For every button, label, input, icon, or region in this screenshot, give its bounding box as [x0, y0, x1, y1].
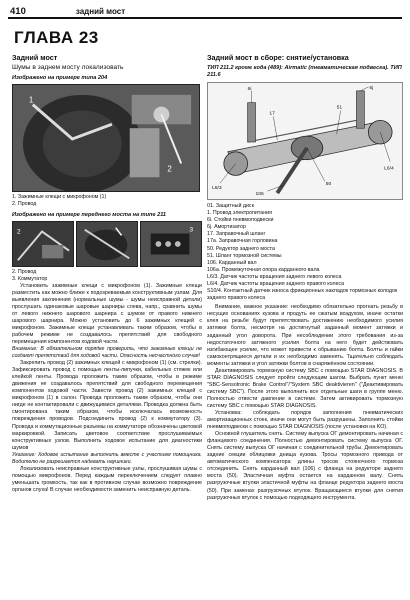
svg-text:51: 51: [336, 105, 343, 111]
legend-item: S10/4. Контактный датчик износа фрикционных накладок тормозных колодок заднего правого колеса: [207, 288, 398, 302]
paragraph: Деактивировать тормозную систему SBC с помощью STAR DIAGNOSIS. В STAR DIAGNOSIS следует пройти следующим шагом. Выбрать пункт меню "SBC-Sensotronic Brake Control"/"System SBC deaktivieren" ("Деактивировать систему SBC"). После этого выполнить все отдельные шаги в группе меню. Полностью отвести давление в системе. Затем активировать тормозную систему SBC с помощью STAR DIAGNOSIS.: [207, 367, 403, 409]
legend-item: 50. Редуктор заднего моста: [207, 245, 275, 252]
legend-item: 17a. Заправочная горловина: [207, 238, 278, 245]
photo-wire-routing: [12, 221, 74, 267]
paragraph: Основной глушитель снять. Систему выпуска ОГ демонтировать начиная с фланцевого соединения. Полностью демонтировать систему выпуска ОГ. Снять систему выпуска ОГ начиная с соединительной трубы. Демонтировать задние секции облицовки днища кузова. Тросы тормозного привода от автоматического компенсатора длины тросов стояночного тормоза отсоединить. Снять карданный вал (106) с фланца на редукторе заднего моста (50). Эластичная муфта остается на карданном валу. Снять разгрузочные втулки эластичной муфты на фланце редуктора заднего моста (50). При заменах разгрузочных втулок. Вращающиеся втулки для снятия разгрузочных втулок с помощью подходящего инструмента.: [207, 431, 403, 501]
chapter-title: ГЛАВА 23: [14, 28, 99, 47]
left-column: [12, 53, 202, 494]
legend-item: 2. Провод: [12, 268, 37, 275]
svg-text:2: 2: [167, 163, 172, 173]
paragraph: Внимание, важное указание: необходимо обязательно прогнать резьбу в несущих основаниях кузова и продуть ее сжатым воздухом, иначе остатки клея на резьбе будут препятствовать достижению необходимого усилия затяжки болта, несмотря на достигнутый заданный момент затяжки и заданный угол доворота. При несоблюдении этого требования из-за недостаточного затяжного усилия болта на него будет действовать изгибающее усилие, что может привести к обрыванию болта. Болты и гайки самоконтрящиеся детали и их необходимо заменять. Тщательно соблюдать моменты затяжки и угол затяжки болтов в снаряжённом состоянии.: [207, 304, 403, 367]
photo-commutator: [140, 221, 202, 267]
paragraph: Установить зажимные клещи с микрофоном (1). Зажимные клещи разместить как можно ближе к подозреваемым конструктивным узлам. Для выявления заклинения (нормальные шумы - шумы неисправной детали) прослушать одинаковые шаровые шарниры слева, напр., сравнить шумы от левого нижнего шарового шарнира с шумом от правого нижнего шарового шарнира. Можно установить до 6 зажимных клещей с микрофоном. Зажимные клещи устанавливать таким образом, чтобы в рабочем режиме не создавалось препятствий для свободного перемещения компонентов ходовой части.: [12, 282, 202, 346]
svg-text:L6/3: L6/3: [211, 186, 222, 192]
photo2-caption: Изображено на примере переднего моста на типе 211: [12, 211, 167, 218]
photo2-row: [12, 221, 202, 267]
legend-item: 6j. Амортизатор: [207, 224, 246, 231]
photo1-legend: [12, 194, 202, 208]
legend-item: 01. Защитный диск: [207, 203, 254, 209]
photo2-legend: [12, 269, 202, 283]
legend-item: 2. Провод: [12, 200, 37, 207]
svg-text:L6/4: L6/4: [384, 166, 394, 172]
right-column: [207, 53, 403, 502]
running-section-title: задний мост: [75, 6, 126, 16]
svg-text:106: 106: [255, 192, 264, 198]
page-header: [10, 5, 402, 17]
legend-item: 106a. Промежуточная опора карданного вала: [207, 266, 320, 273]
photo1-caption: Изображено на примере типа 204: [12, 74, 108, 81]
svg-text:17: 17: [269, 111, 275, 117]
subsection-title-noise: Шумы в заднем мосту локализовать: [12, 64, 124, 71]
warning-note: Внимание: В обязательном порядке проверить, что зажимные клещи не создают препятствий для ходовой части. Опасность несчастного случая!: [12, 346, 202, 360]
type-subtitle: ТИП 211.2 кроме кода (489): Airmatic (пневматическая подвеска). ТИП 211.6: [207, 65, 402, 78]
svg-text:2: 2: [16, 228, 21, 236]
section-title-rear-axle: Задний мост: [12, 53, 58, 62]
legend-item: 51. Шланг тормозной системы: [207, 252, 282, 259]
photo-wire-clips: [76, 221, 138, 267]
header-rule: [8, 17, 402, 19]
svg-text:6i: 6i: [247, 86, 252, 92]
legend-item: 1. Провод электропитания: [207, 210, 272, 217]
diagram-rear-axle-assembly: [207, 82, 403, 200]
legend-item: 106. Карданный вал: [207, 259, 257, 266]
legend-item: 3. Коммутатор: [12, 275, 48, 282]
photo-microphone-clamp: [12, 84, 200, 192]
info-note: Указание: Ходовое испытание выполнить вместе с участием помощника. Водителю не разрешается надевать наушники.: [12, 451, 202, 465]
legend-item: L6/4. Датчик частоты вращения заднего правого колеса: [207, 281, 345, 288]
legend-item: 1. Зажимные клещи с микрофоном (1): [12, 193, 107, 200]
paragraph: Установка: соблюдать порядок заполнения пневматических амортизационных стоек, иначе они могут быть разрушены. Заполнить стойки пневмоподвески с помощью STAR DIAGNOSIS (после установки на KO).: [207, 410, 403, 431]
paragraph: Локализовать неисправные конструктивные узлы, прослушивая шумы с помощью микрофонов. Перед каждым переключением следует плавно уменьшать громкость, так как в противном случае возможно повреждение органов слуха! В случае необходимости заменить неисправную деталь.: [12, 465, 202, 493]
svg-text:3: 3: [189, 226, 194, 234]
legend-item: 6i. Стойки пневмоподвески: [207, 217, 274, 224]
paragraph: Закрепить провод (2) зажимных клещей с микрофоном (1) (см. стрелки). Зафиксировать провод с помощью ленты-липучки, кабельных стяжек или клейкой ленты. Провода проложить таким образом, чтобы в режиме движения не создавалось препятствий для свободного перемещения компонентов ходовой части. Завести провод (2) зажимных клещей с микрофоном (1) в салон. Провода проложить таким образом, чтобы они нигде не контактировали с движущимися деталями. Проводка должна быть смонтирована таким образом, чтобы исключалась возможность повреждения проводов. Подсоединить провод (2) к коммутатору (3). Провода и коммутационные разъемы на коммутаторе обозначены цветовой маркировкой. Записать цветовое соответствие прослушиваемых конструктивных узлов. Выполнить ходовое испытание для диагностики шумов: [12, 360, 202, 451]
svg-text:50: 50: [325, 182, 332, 188]
legend-item: L6/3. Датчик частоты вращения заднего левого колеса: [207, 273, 342, 280]
page-number: 410: [10, 5, 26, 17]
legend-item: 17. Заправочный шланг: [207, 231, 266, 238]
svg-text:6j: 6j: [369, 85, 374, 91]
diagram-legend: [207, 203, 403, 302]
svg-text:1: 1: [28, 95, 34, 105]
section-title-rear-axle-assembly: Задний мост в сборе: снятие/установка: [207, 53, 349, 62]
